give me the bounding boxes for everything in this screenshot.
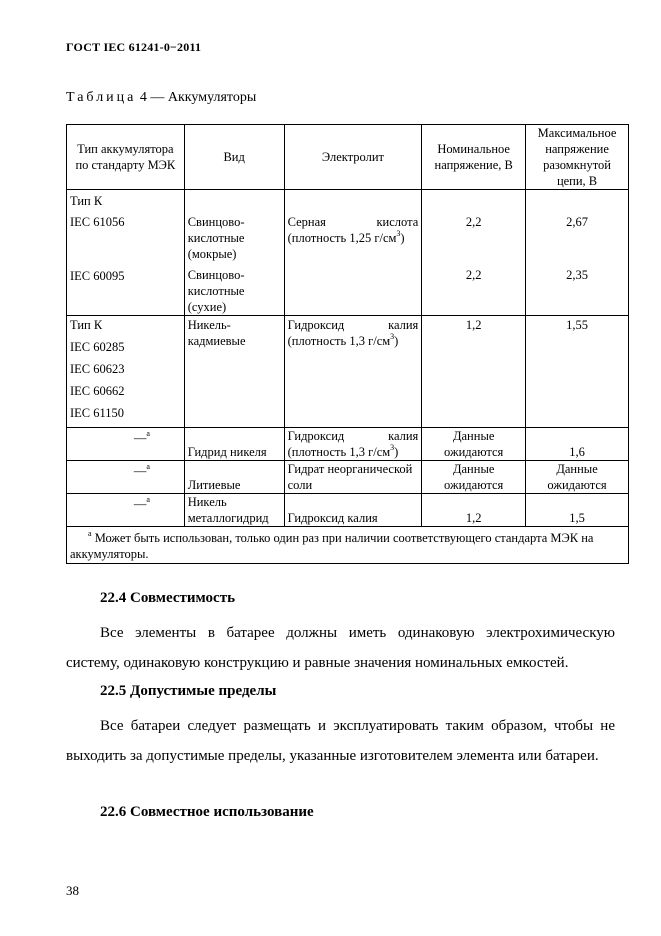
cell-max: Данные ожидаются [526,461,629,494]
cell-kind: Никель металлогидрид [184,494,284,527]
cell-type: Тип К IEC 61056 IEC 60095 [67,190,185,316]
cell-kind: Свинцово-кислотные (мокрые) Свинцово-кислотные (сухие) [184,190,284,316]
section-text-compatibility: Все элементы в батарее должны иметь одинаковую электрохимическую систему, одинаковую конструкцию и равные значения номинальных емкостей. [66,625,615,671]
table-row [67,428,629,461]
col-header-nominal: Номинальное напряжение, В [422,125,526,190]
table-row [67,316,629,428]
col-header-electrolyte: Электролит [284,125,422,190]
cell-nominal: 2,2 2,2 [422,190,526,316]
table-footnote-row [67,527,629,564]
section-title-compatibility: 22.4 Совместимость [100,590,236,606]
caption-label: Таблица [66,90,137,105]
cell-max: 2,67 2,35 [526,190,629,316]
col-header-kind: Вид [184,125,284,190]
cell-nominal: Данные ожидаются [422,461,526,494]
cell-nominal: 1,2 [422,494,526,527]
table-row [67,190,629,316]
section-title-limits: 22.5 Допустимые пределы [100,683,277,699]
cell-electrolyte: Гидроксид калия (плотность 1,3 $г/см^3$) [284,428,422,461]
section-text-limits: Все батареи следует размещать и эксплуатировать таким образом, чтобы не выходить за допустимые пределы, указанные изготовителем элемента или батареи. [66,718,615,764]
cell-electrolyte: Гидрат неорганической соли [284,461,422,494]
cell-max: 1,55 [526,316,629,428]
cell-nominal: 1,2 [422,316,526,428]
cell-type: —$^а$ [67,461,185,494]
table-header-row [67,125,629,190]
cell-type: —$^а$ [67,494,185,527]
page-number: 38 [66,883,79,898]
table-row [67,461,629,494]
cell-max: 1,5 [526,494,629,527]
document-header: ГОСТ IEC 61241-0−2011 [66,40,202,54]
cell-electrolyte: Серная кислота (плотность 1,25 $г/см^3$) [284,190,422,316]
cell-nominal: Данные ожидаются [422,428,526,461]
cell-kind: Литиевые [184,461,284,494]
cell-electrolyte: Гидроксид калия [284,494,422,527]
col-header-max: Максимальное напряжение разомкнутой цепи, В [526,125,629,190]
cell-kind: Гидрид никеля [184,428,284,461]
batteries-table [66,124,629,564]
cell-max: 1,6 [526,428,629,461]
table-row [67,494,629,527]
cell-kind: Никель-кадмиевые [184,316,284,428]
table-caption [66,90,256,106]
table-footnote: $^а$ Может быть использован, только один раз при наличии соответствующего стандарта МЭК на аккумуляторы. [67,527,629,564]
caption-title: 4 — Аккумуляторы [136,90,257,105]
cell-type: —$^а$ [67,428,185,461]
col-header-type: Тип аккумулятора по стандарту МЭК [67,125,185,190]
section-title-shared-use: 22.6 Совместное использование [100,804,314,820]
cell-electrolyte: Гидроксид калия (плотность 1,3 $г/см^3$) [284,316,422,428]
cell-type: Тип К IEC 60285 IEC 60623 IEC 60662 IEC 61150 [67,316,185,428]
